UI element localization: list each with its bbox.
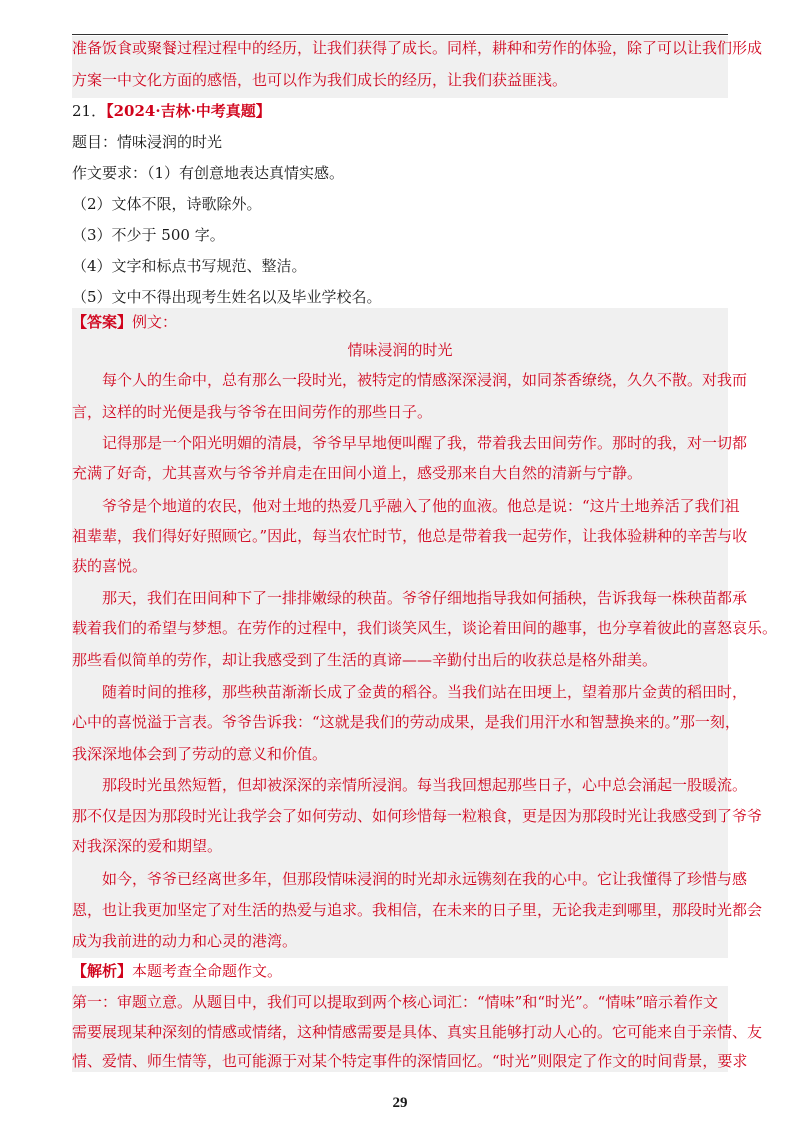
answer-intro: 例文： (132, 313, 178, 331)
header-rule (72, 34, 728, 35)
essay-line: 恩，也让我更加坚定了对生活的热爱与追求。我相信，在未来的日子里，无论我走到哪里，那段时光都会 (72, 901, 763, 919)
essay-line: 那不仅是因为那段时光让我学会了如何劳动、如何珍惜每一粒粮食，更是因为那段时光让我感受到了爷爷 (72, 807, 763, 825)
essay-line: 那天，我们在田间种下了一排排嫩绿的秧苗。爷爷仔细地指导我如何插秧，告诉我每一株秧苗都承 (102, 589, 748, 607)
answer-label: 【答案】 (72, 313, 133, 331)
prev-line: 准备饭食或聚餐过程过程中的经历，让我们获得了成长。同样，耕种和劳作的体验，除了可以让我们形成 (72, 39, 763, 57)
question-requirement: （3）不少于 500 字。 (72, 226, 225, 244)
essay-line: 记得那是一个阳光明媚的清晨，爷爷早早地便叫醒了我，带着我去田间劳作。那时的我，对一切都 (102, 434, 748, 452)
essay-line: 祖辈辈，我们得好好照顾它。”因此，每当农忙时节，他总是带着我一起劳作，让我体验耕种的辛苦与收 (72, 527, 748, 545)
question-source: 【2024·吉林·中考真题】 (106, 102, 271, 120)
prev-line: 方案一中文化方面的感悟，也可以作为我们成长的经历，让我们获益匪浅。 (72, 71, 568, 89)
page-number: 29 (392, 1095, 408, 1111)
essay-line: 充满了好奇，尤其喜欢与爷爷并肩走在田间小道上，感受那来自大自然的清新与宁静。 (72, 464, 643, 482)
essay-line: 载着我们的希望与梦想。在劳作的过程中，我们谈笑风生，谈论着田间的趣事，也分享着彼此的喜怒哀乐。 (72, 619, 778, 637)
essay-line: 爷爷是个地道的农民，他对土地的热爱几乎融入了他的血液。他总是说：“这片土地养活了我们祖 (102, 497, 740, 515)
analysis-line: 需要展现某种深刻的情感或情绪，这种情感需要是具体、真实且能够打动人心的。它可能来自于亲情、友 (72, 1023, 763, 1041)
analysis-line: 第一：审题立意。从题目中，我们可以提取到两个核心词汇：“情味”和“时光”。“情味”暗示着作文 (72, 993, 719, 1011)
essay-line: 心中的喜悦溢于言表。爷爷告诉我：“这就是我们的劳动成果，是我们用汗水和智慧换来的。”那一刻， (72, 713, 740, 731)
essay-line: 获的喜悦。 (72, 557, 148, 575)
essay-line: 言，这样的时光便是我与爷爷在田间劳作的那些日子。 (72, 403, 433, 421)
question-requirement: 作文要求：（1）有创意地表达真情实感。 (72, 164, 345, 182)
analysis-label: 【解析】 (72, 962, 133, 980)
essay-line: 那些看似简单的劳作，却让我感受到了生活的真谛——辛勤付出后的收获总是格外甜美。 (72, 651, 658, 669)
essay-title: 情味浸润的时光 (347, 341, 453, 359)
essay-line: 每个人的生命中，总有那么一段时光，被特定的情感深深浸润，如同茶香缭绕，久久不散。对我而 (102, 371, 748, 389)
question-number: 21． (72, 102, 107, 120)
question-requirement: （5）文中不得出现考生姓名以及毕业学校名。 (72, 288, 382, 306)
question-header (72, 101, 271, 121)
question-requirement: （4）文字和标点书写规范、整洁。 (72, 257, 307, 275)
answer-header (72, 312, 177, 332)
question-requirement: （2）文体不限，诗歌除外。 (72, 195, 262, 213)
question-title: 题目：情味浸润的时光 (72, 133, 223, 151)
analysis-header (72, 961, 282, 981)
essay-line: 随着时间的推移，那些秧苗渐渐长成了金黄的稻谷。当我们站在田埂上，望着那片金黄的稻田时， (102, 683, 748, 701)
essay-line: 成为我前进的动力和心灵的港湾。 (72, 932, 298, 950)
analysis-intro: 本题考查全命题作文。 (132, 962, 283, 980)
essay-line: 对我深深的爱和期望。 (72, 837, 223, 855)
essay-line: 如今，爷爷已经离世多年，但那段情味浸润的时光却永远镌刻在我的心中。它让我懂得了珍惜与感 (102, 870, 748, 888)
essay-line: 那段时光虽然短暂，但却被深深的亲情所浸润。每当我回想起那些日子，心中总会涌起一股暖流。 (102, 776, 748, 794)
essay-line: 我深深地体会到了劳动的意义和价值。 (72, 745, 328, 763)
analysis-line: 情、爱情、师生情等，也可能源于对某个特定事件的深情回忆。“时光”则限定了作文的时间背景，要求 (72, 1052, 748, 1070)
